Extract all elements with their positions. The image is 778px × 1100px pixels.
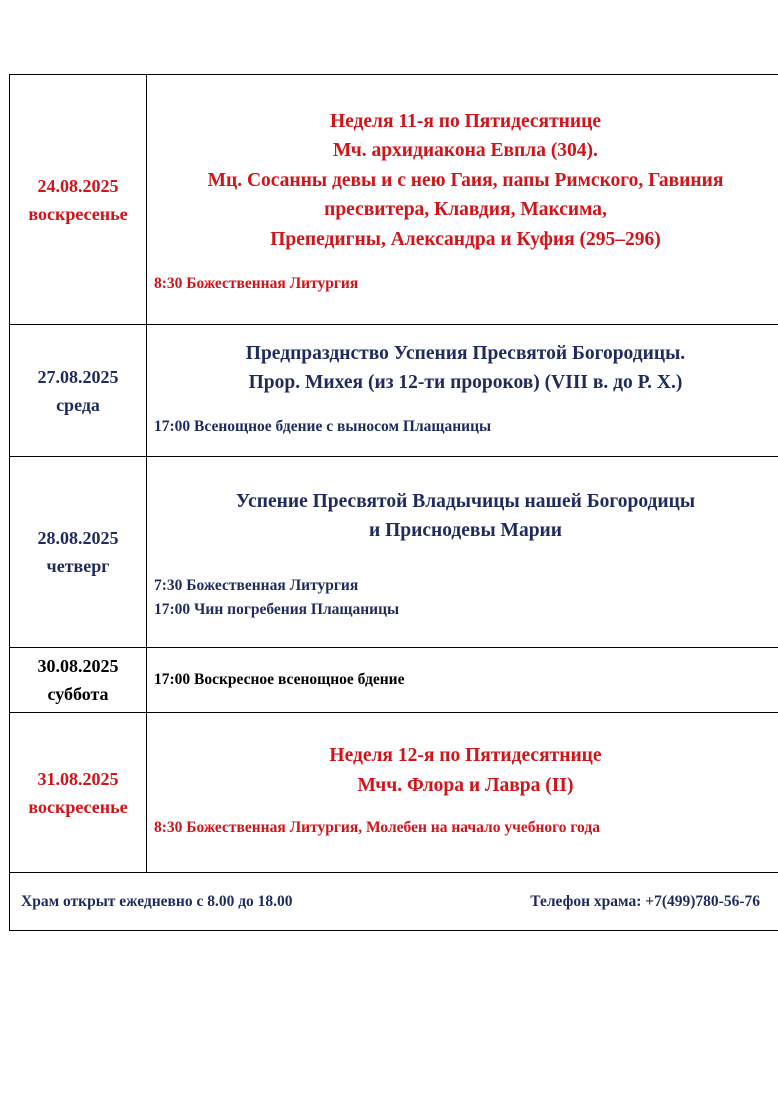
- content-cell: [147, 457, 778, 648]
- date-cell: [10, 325, 147, 457]
- feast-title: [153, 741, 778, 800]
- date-cell: [10, 457, 147, 648]
- schedule-row: [10, 648, 778, 713]
- weekday: воскресенье: [28, 796, 128, 817]
- weekday: среда: [56, 394, 100, 415]
- weekday: четверг: [46, 556, 110, 576]
- feast-title-line: Неделя 11-я по Пятидесятнице: [329, 110, 602, 132]
- feast-title-line: Неделя 12-я по Пятидесятнице: [329, 745, 602, 766]
- date-cell: [10, 713, 147, 873]
- footer-cell: [10, 873, 778, 931]
- schedule-row: [10, 713, 778, 873]
- schedule-row: [10, 457, 778, 648]
- service-time: 17:00 Всенощное бдение с выносом Плащаницы: [154, 417, 492, 435]
- service-time: 8:30 Божественная Литургия, Молебен на начало учебного года: [154, 819, 600, 836]
- content-cell: [147, 325, 778, 457]
- feast-title: [153, 487, 778, 546]
- date: 24.08.2025: [37, 175, 119, 196]
- date: 27.08.2025: [37, 366, 119, 387]
- feast-title: [153, 339, 778, 398]
- footer: [21, 893, 760, 911]
- date: 30.08.2025: [37, 656, 119, 676]
- schedule-row: [10, 75, 778, 325]
- service-time: 8:30 Божественная Литургия: [154, 275, 359, 293]
- feast-title-line: пресвитера, Клавдия, Максима,: [324, 199, 607, 221]
- schedule-row: [10, 325, 778, 457]
- service-time: 17:00 Воскресное всенощное бдение: [154, 671, 405, 688]
- schedule-table: [9, 74, 778, 931]
- date: 28.08.2025: [37, 528, 119, 548]
- feast-title-line: Препедигны, Александра и Куфия (295–296): [270, 228, 661, 250]
- feast-title-line: Предпразднство Успения Пресвятой Богородицы.: [245, 342, 686, 364]
- feast-title-line: Мч. архидиакона Евпла (304).: [333, 140, 598, 162]
- feast-title-line: Мц. Сосанны девы и с нею Гаия, папы Римского, Гавиния: [207, 169, 724, 191]
- content-cell: [147, 75, 778, 325]
- feast-title-line: Успение Пресвятой Владычицы нашей Богородицы: [235, 490, 696, 512]
- content-cell: [147, 713, 778, 873]
- date-cell: [10, 648, 147, 713]
- feast-title-line: и Приснодевы Марии: [368, 520, 563, 541]
- feast-title-line: Прор. Михея (из 12-ти пророков) (VIII в. до Р. Х.): [248, 372, 683, 393]
- weekday: воскресенье: [28, 203, 128, 224]
- date: 31.08.2025: [37, 768, 119, 789]
- phone-number: Телефон храма: +7(499)780-56-76: [530, 892, 760, 910]
- weekday: суббота: [47, 684, 109, 704]
- service-time: 7:30 Божественная Литургия: [154, 576, 359, 594]
- footer-row: [10, 873, 778, 931]
- date-cell: [10, 75, 147, 325]
- feast-title: [153, 107, 778, 255]
- service-time: 17:00 Чин погребения Плащаницы: [154, 600, 400, 618]
- content-cell: [147, 648, 778, 713]
- opening-hours: Храм открыт ежедневно с 8.00 до 18.00: [21, 892, 293, 910]
- feast-title-line: Мчч. Флора и Лавра (II): [357, 774, 574, 796]
